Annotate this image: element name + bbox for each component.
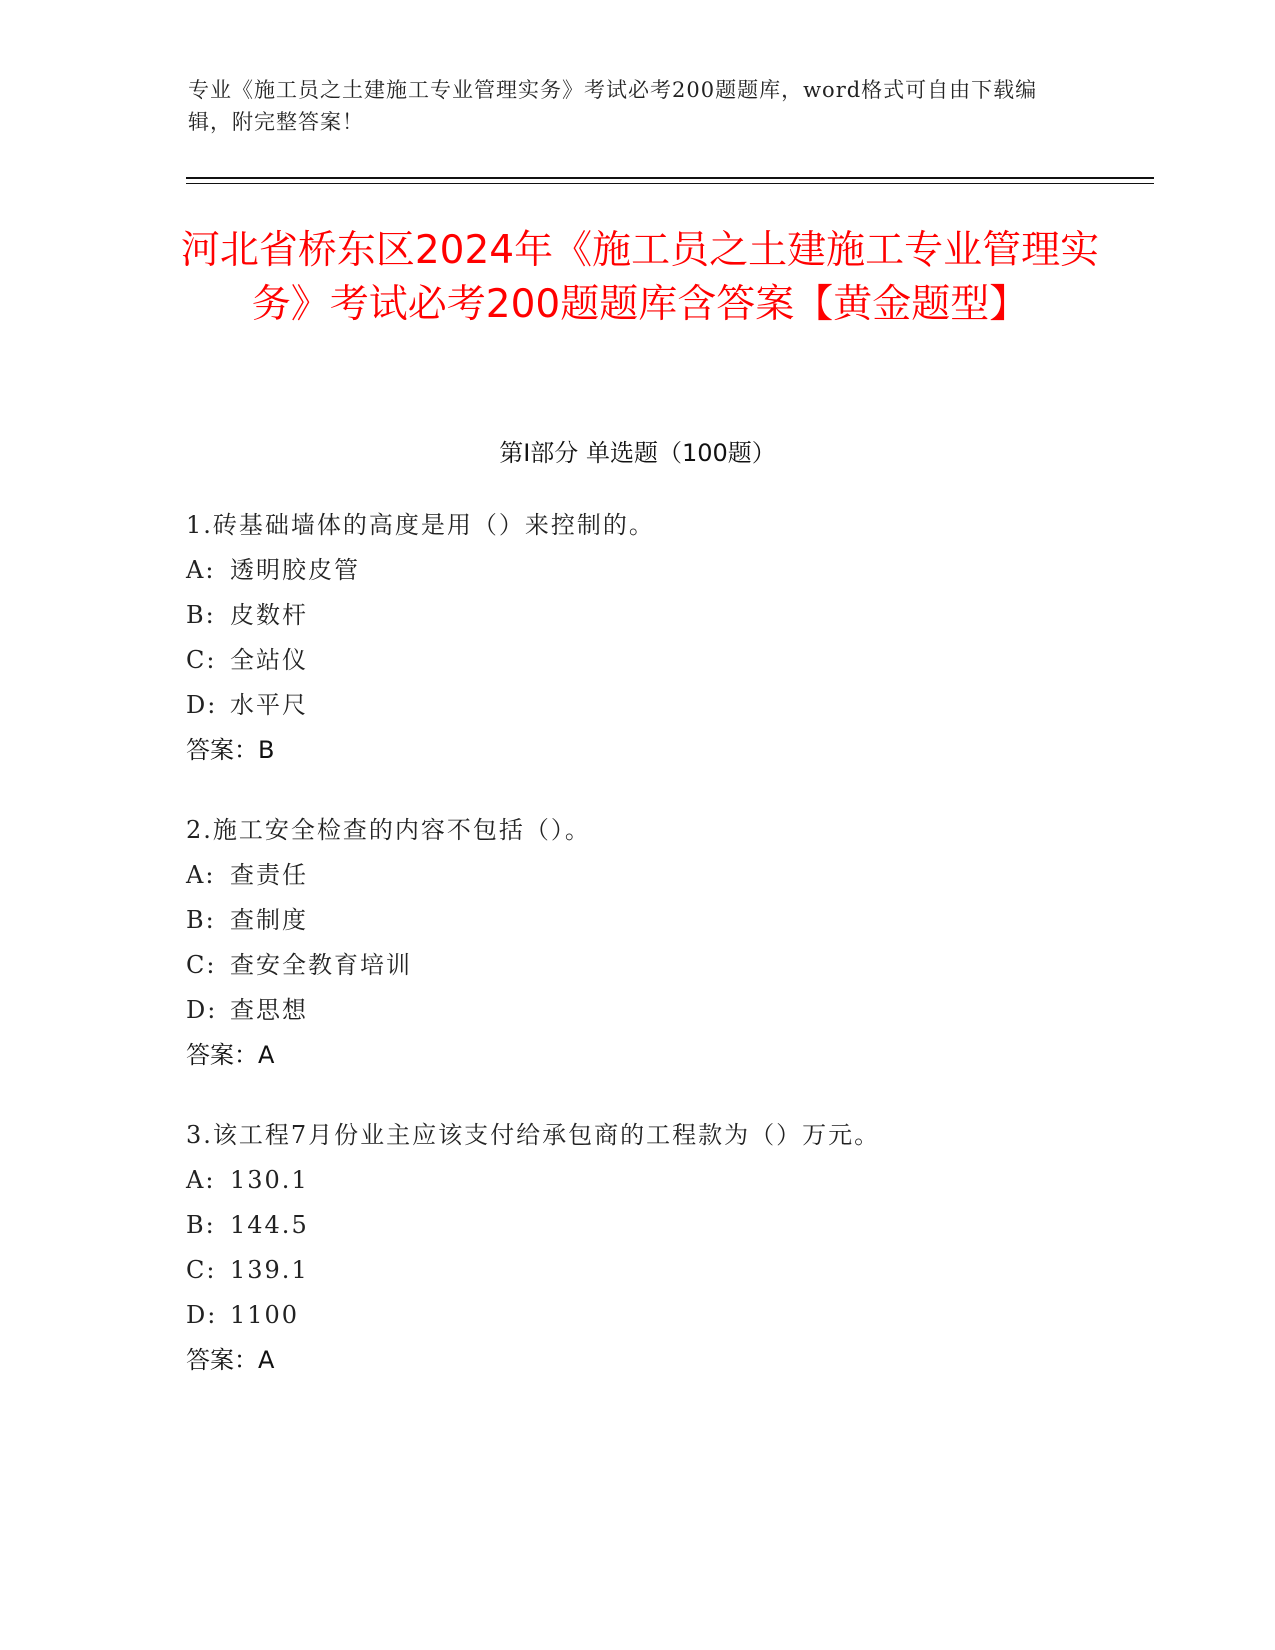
option-a [186, 1158, 1146, 1203]
option-text: 皮数杆 [230, 601, 308, 629]
option-text: 全站仪 [230, 646, 308, 674]
header-divider-thick [186, 177, 1154, 179]
section-title: 第Ⅰ部分 单选题（100题） [499, 439, 776, 467]
option-c [186, 943, 1146, 988]
question-stem: 1.砖基础墙体的高度是用（）来控制的。 [186, 511, 655, 539]
option-b [186, 593, 1146, 638]
option-d [186, 1293, 1146, 1338]
option-text: 查责任 [230, 861, 308, 889]
option-key: D: [186, 691, 218, 719]
option-a [186, 853, 1146, 898]
option-d [186, 988, 1146, 1033]
question-3 [186, 1113, 1146, 1383]
option-text: 水平尺 [230, 691, 308, 719]
option-key: C: [186, 1256, 217, 1284]
option-text: 130.1 [230, 1166, 309, 1194]
option-key: B: [186, 906, 216, 934]
option-key: D: [186, 996, 218, 1024]
document-title: 河北省桥东区2024年《施工员之土建施工专业管理实务》考试必考200题题库含答案【黄金题型】 [180, 228, 1100, 327]
answer-line: 答案：B [186, 736, 275, 764]
option-text: 139.1 [230, 1256, 309, 1284]
option-text: 1100 [230, 1301, 300, 1329]
option-b [186, 1203, 1146, 1248]
option-key: C: [186, 646, 217, 674]
option-d [186, 683, 1146, 728]
option-key: A: [186, 1166, 216, 1194]
question-2 [186, 808, 1146, 1078]
option-b [186, 898, 1146, 943]
option-text: 查制度 [230, 906, 308, 934]
answer-line: 答案：A [186, 1041, 275, 1069]
option-text: 查安全教育培训 [230, 951, 412, 979]
question-1 [186, 503, 1146, 773]
option-text: 查思想 [230, 996, 308, 1024]
header-note: 专业《施工员之土建施工专业管理实务》考试必考200题题库，word格式可自由下载编辑，附完整答案！ [188, 78, 1038, 134]
option-key: C: [186, 951, 217, 979]
header-divider-thin [186, 183, 1154, 184]
option-c [186, 1248, 1146, 1293]
option-key: B: [186, 601, 216, 629]
question-stem: 3.该工程7月份业主应该支付给承包商的工程款为（）万元。 [186, 1121, 881, 1149]
option-text: 144.5 [230, 1211, 309, 1239]
option-key: A: [186, 556, 216, 584]
answer-line: 答案：A [186, 1346, 275, 1374]
option-c [186, 638, 1146, 683]
option-a [186, 548, 1146, 593]
option-text: 透明胶皮管 [230, 556, 360, 584]
question-stem: 2.施工安全检查的内容不包括（）。 [186, 816, 591, 844]
option-key: D: [186, 1301, 218, 1329]
option-key: A: [186, 861, 216, 889]
option-key: B: [186, 1211, 216, 1239]
